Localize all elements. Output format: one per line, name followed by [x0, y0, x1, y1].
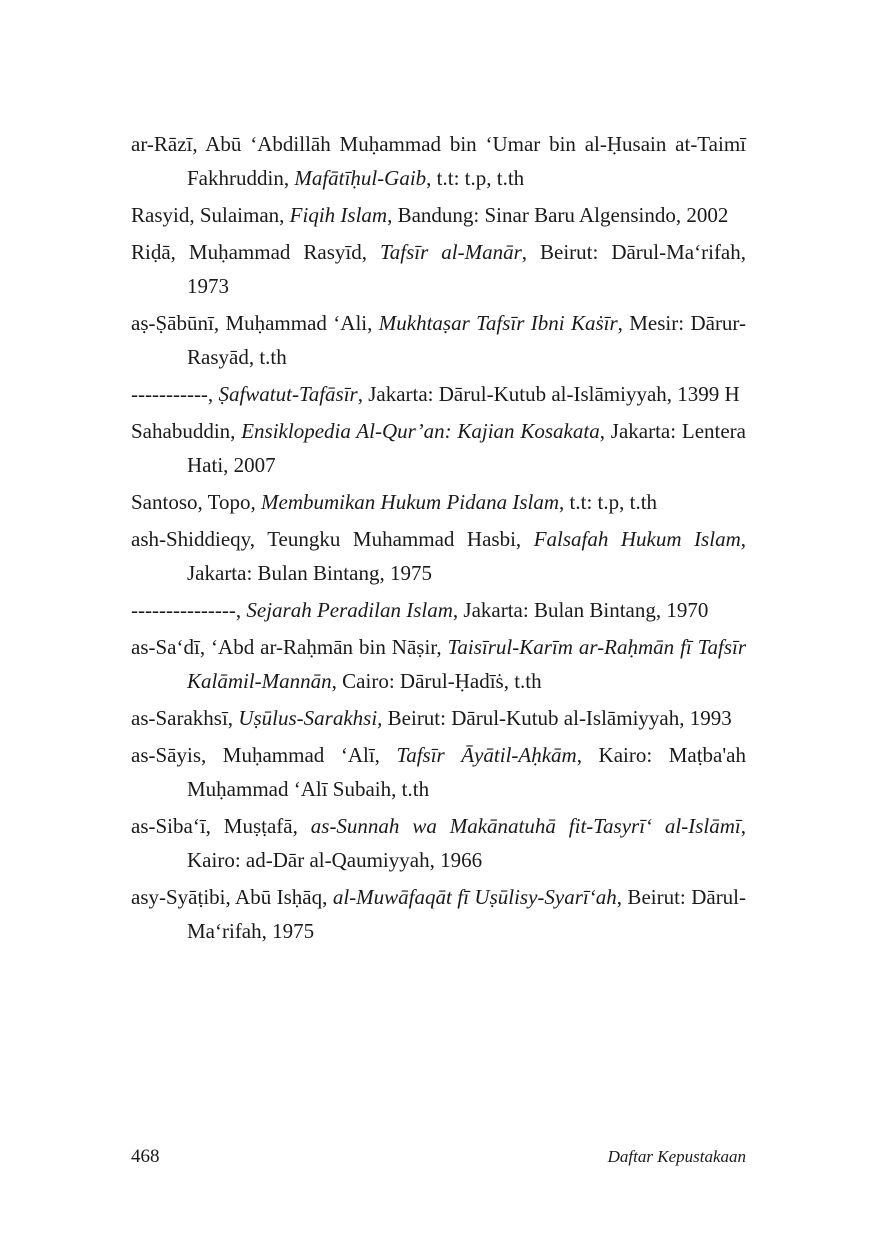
reference-title: Membumikan Hukum Pidana Islam — [261, 490, 560, 514]
reference-publication: , Jakarta: Dārul-Kutub al-Islāmiyyah, 1399 H — [357, 382, 740, 406]
reference-publication: , Beirut: Dārul-Ma‘rifah, 1975 — [187, 885, 747, 943]
reference-entry — [131, 522, 746, 590]
reference-publication: , Kairo: ad-Dār al-Qaumiyyah, 1966 — [187, 814, 746, 872]
reference-entry — [131, 809, 746, 877]
reference-title: Falsafah Hukum Islam — [533, 527, 741, 551]
reference-author: as-Sarakhsī, — [131, 706, 239, 730]
bibliography-list — [131, 127, 746, 948]
reference-entry — [131, 630, 746, 698]
reference-author: aṣ-Ṣābūnī, Muḥammad ‘Ali, — [131, 311, 379, 335]
reference-title: Sejarah Peradilan Islam — [246, 598, 453, 622]
reference-title: as-Sunnah wa Makānatuhā fit-Tasyrī‘ al-Islāmī — [310, 814, 741, 838]
reference-author: ash-Shiddieqy, Teungku Muhammad Hasbi, — [131, 527, 534, 551]
reference-author: Riḍā, Muḥammad Rasyīd, — [131, 240, 380, 264]
reference-title: al-Muwāfaqāt fī Uṣūlisy-Syarī‘ah — [332, 885, 617, 909]
reference-title: Uṣūlus-Sarakhsi, — [238, 706, 383, 730]
reference-author: as-Sa‘dī, ‘Abd ar-Raḥmān bin Nāṣir, — [131, 635, 448, 659]
reference-author: Rasyid, Sulaiman, — [131, 203, 290, 227]
reference-entry — [131, 593, 746, 627]
reference-publication: , Mesir: Dārur-Rasyād, t.th — [187, 311, 747, 369]
reference-publication: , Beirut: Dārul-Ma‘rifah, 1973 — [187, 240, 747, 298]
reference-author: Santoso, Topo, — [131, 490, 261, 514]
reference-publication: Beirut: Dārul-Kutub al-Islāmiyyah, 1993 — [382, 706, 732, 730]
reference-author: Sahabuddin, — [131, 419, 242, 443]
reference-entry — [131, 738, 746, 806]
reference-entry — [131, 377, 746, 411]
page-number: 468 — [131, 1146, 160, 1167]
reference-entry — [131, 127, 746, 195]
reference-author: asy-Syāṭibi, Abū Isḥāq, — [131, 885, 333, 909]
reference-publication: , Jakarta: Bulan Bintang, 1975 — [187, 527, 746, 585]
reference-title: Tafsīr al-Manār — [379, 240, 522, 264]
reference-publication: , Bandung: Sinar Baru Algensindo, 2002 — [387, 203, 729, 227]
reference-title: Fiqih Islam — [289, 203, 388, 227]
reference-title: Tafsīr Āyātil-Aḥkām — [396, 743, 577, 767]
reference-entry — [131, 235, 746, 303]
reference-title: Ṣafwatut-Tafāsīr — [218, 382, 358, 406]
reference-publication: , t.t: t.p, t.th — [426, 166, 525, 190]
reference-publication: , Jakarta: Lentera Hati, 2007 — [187, 419, 746, 477]
reference-title: Mukhtaṣar Tafsīr Ibni Kaṡīr — [378, 311, 618, 335]
reference-entry — [131, 485, 746, 519]
reference-publication: , Kairo: Maṭba'ah Muḥammad ‘Alī Subaih, t.th — [187, 743, 746, 801]
reference-title: Ensiklopedia Al-Qur’an: Kajian Kosakata — [241, 419, 600, 443]
reference-title: Mafātīḥul-Gaib — [294, 166, 427, 190]
reference-entry — [131, 306, 746, 374]
reference-author: -----------, — [131, 382, 219, 406]
running-footer-title: Daftar Kepustakaan — [607, 1147, 746, 1166]
reference-entry — [131, 880, 746, 948]
reference-author: as-Siba‘ī, Muṣṭafā, — [131, 814, 311, 838]
reference-entry — [131, 414, 746, 482]
reference-publication: , Jakarta: Bulan Bintang, 1970 — [452, 598, 709, 622]
reference-title: Taisīrul-Karīm ar-Raḥmān fī Tafsīr Kalāmil-Mannān — [187, 635, 746, 693]
reference-entry — [131, 701, 746, 735]
reference-author: ---------------, — [131, 598, 247, 622]
reference-author: ar-Rāzī, Abū ‘Abdillāh Muḥammad bin ‘Umar bin al-Ḥusain at-Taimī Fakhruddin, — [131, 132, 746, 190]
reference-publication: , t.t: t.p, t.th — [559, 490, 658, 514]
reference-author: as-Sāyis, Muḥammad ‘Alī, — [131, 743, 397, 767]
reference-entry — [131, 198, 746, 232]
reference-publication: , Cairo: Dārul-Ḥadīṡ, t.th — [331, 669, 542, 693]
